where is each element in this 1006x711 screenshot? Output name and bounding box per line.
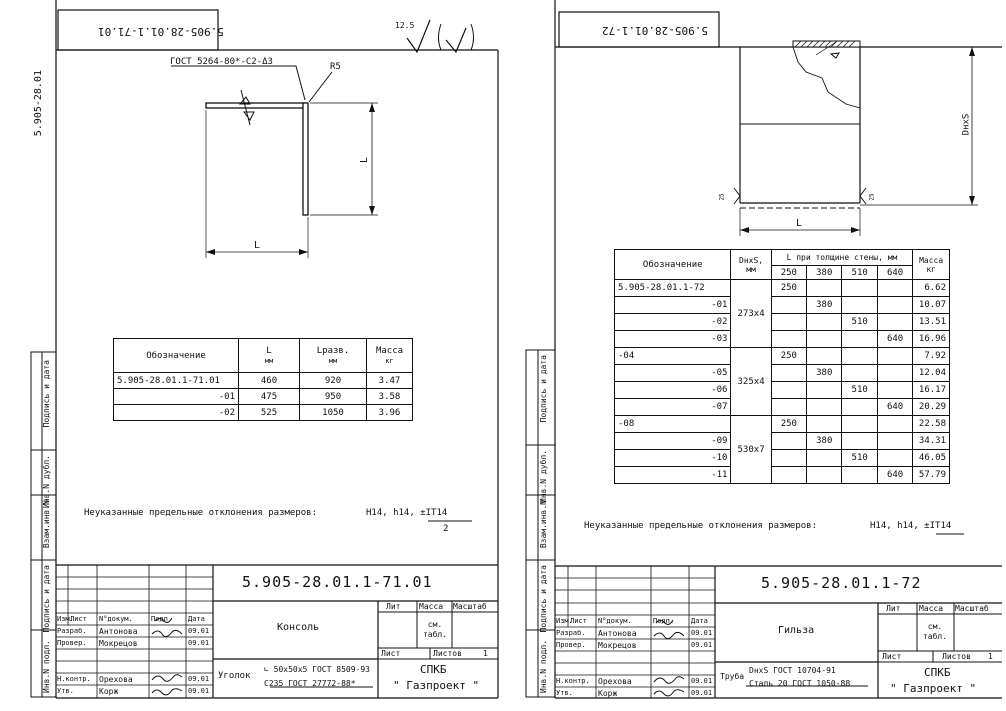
table-row (615, 280, 950, 297)
cell-mass: 20.29 (913, 399, 950, 416)
stamp-material-top: DнхS ГОСТ 10704-91 (749, 666, 836, 675)
table-header-row (114, 339, 413, 373)
cell-wall (842, 331, 877, 348)
stamp-date: 09.01 (188, 639, 210, 647)
stamp-col-list: Лист (70, 615, 87, 623)
table-row (615, 297, 950, 314)
cell-oboz: -09 (615, 433, 731, 450)
stamp-name: Орехова (598, 677, 632, 686)
stamp-material-top: ∟ 50х50х5 ГОСТ 8509-93 (264, 665, 370, 674)
cell-wall (842, 433, 877, 450)
table-row (615, 399, 950, 416)
stamp-code: 5.905-28.01.1-72 (761, 574, 922, 592)
spec-table-left (113, 338, 413, 421)
stamp-sheets: Листов (942, 652, 971, 661)
cell-wall (807, 467, 842, 484)
stamp-col-doc: N°докум. (99, 615, 133, 623)
table-row (114, 405, 413, 421)
cell-oboz: -07 (615, 399, 731, 416)
cell-oboz: -06 (615, 382, 731, 399)
col-header-l: L мм (239, 339, 300, 373)
table-row (615, 450, 950, 467)
cell-wall: 640 (877, 331, 912, 348)
cell-wall: 250 (771, 348, 806, 365)
cell-mass: 46.05 (913, 450, 950, 467)
cell-mass: 16.17 (913, 382, 950, 399)
stamp-col-izm: Изм. (57, 615, 74, 623)
cell-lrazv: 950 (300, 389, 367, 405)
stamp-scale: Масштаб (955, 604, 989, 613)
stamp-mass-value: см. табл. (422, 620, 448, 640)
cell-wall (842, 280, 877, 297)
cell-wall (877, 365, 912, 382)
col-header-l: L при толщине стены, мм (771, 250, 913, 266)
stamp-name: Корж (99, 687, 119, 696)
cell-wall: 640 (877, 467, 912, 484)
stamp-col-podp: Подп. (653, 617, 675, 625)
stamp-org-1: СПКБ (924, 666, 951, 679)
table-row (615, 365, 950, 382)
top-code: 5.905-28.01.1-71.01 (98, 25, 224, 38)
dim-side: DнхS (961, 113, 972, 136)
stamp-role: Разраб. (556, 629, 586, 637)
col-header-wall: 250 (771, 266, 806, 280)
stamp-mass: Масса (919, 604, 944, 613)
cell-wall (842, 348, 877, 365)
stamp-sheets: Листов (433, 649, 462, 658)
cell-wall: 380 (807, 297, 842, 314)
side-label-signature-2: Подпись и дата (539, 355, 548, 423)
cell-dxs-group: 273х4 (731, 280, 771, 348)
roughness-value: 12.5 (395, 21, 415, 30)
cell-mass: 16.96 (913, 331, 950, 348)
cell-wall (807, 331, 842, 348)
stamp-material-bottom: С235 ГОСТ 27772-88* (264, 679, 356, 688)
stamp-sheet: Лист (882, 652, 902, 661)
cell-wall (807, 382, 842, 399)
stamp-date: 09.01 (691, 689, 713, 697)
stamp-col-podp: Подп. (151, 615, 173, 623)
table-row (114, 373, 413, 389)
chamfer-right: 25 (868, 193, 876, 201)
cell-oboz: -02 (114, 405, 239, 421)
cell-mass: 3.96 (367, 405, 413, 421)
table-row (615, 348, 950, 365)
radius-note: R5 (330, 62, 341, 72)
table-row (615, 433, 950, 450)
stamp-mass-value: см. табл. (922, 622, 948, 642)
cell-wall (877, 450, 912, 467)
dim-width: L (254, 240, 261, 251)
table-header-row (615, 250, 950, 266)
cell-dxs-group: 325х4 (731, 348, 771, 416)
stamp-role: Н.контр. (57, 675, 91, 683)
tolerance-values: H14, h14, ±IT14 (366, 508, 448, 518)
cell-wall: 250 (771, 280, 806, 297)
stamp-role: Разраб. (57, 627, 87, 635)
stamp-col-list: Лист (570, 617, 587, 625)
stamp-role: Утв. (556, 689, 573, 697)
cell-wall (807, 399, 842, 416)
cell-mass: 3.47 (367, 373, 413, 389)
cell-oboz: -11 (615, 467, 731, 484)
stamp-material-bottom: Сталь 20 ГОСТ 1050-88 (749, 679, 851, 688)
tolerance-note: Неуказанные предельные отклонения размеров: (84, 508, 317, 518)
cell-wall (771, 399, 806, 416)
cell-wall (877, 382, 912, 399)
stamp-lit: Лит (886, 604, 901, 613)
side-label-signature: Подпись и дата (42, 565, 51, 633)
cell-lrazv: 920 (300, 373, 367, 389)
stamp-lit: Лит (386, 602, 401, 611)
cell-oboz: -03 (615, 331, 731, 348)
stamp-name: Мокрецов (598, 641, 637, 650)
cell-mass: 57.79 (913, 467, 950, 484)
stamp-scale: Масштаб (453, 602, 487, 611)
dim-width: L (796, 218, 803, 229)
cell-mass: 10.07 (913, 297, 950, 314)
cell-wall (807, 450, 842, 467)
table-row (114, 389, 413, 405)
stamp-role: Провер. (57, 639, 87, 647)
cell-wall: 380 (807, 433, 842, 450)
drawing-sheet-right (506, 0, 1006, 711)
col-header-oboz: Обозначение (114, 339, 239, 373)
cell-wall (771, 331, 806, 348)
dim-height: L (359, 156, 371, 164)
stamp-col-doc: N°докум. (598, 617, 632, 625)
side-label-inv-dubl: Инв.N дубл. (42, 455, 51, 508)
cell-wall (877, 314, 912, 331)
stamp-date: 09.01 (188, 675, 210, 683)
chamfer-left: 25 (718, 193, 726, 201)
cell-wall (842, 416, 877, 433)
tolerance-divisor: 2 (443, 524, 449, 534)
cell-lrazv: 1050 (300, 405, 367, 421)
stamp-date: 09.01 (691, 629, 713, 637)
side-label-vzam: Взам.инв.N (539, 500, 548, 549)
table-row (615, 416, 950, 433)
stamp-col-date: Дата (691, 617, 708, 625)
stamp-name: Антонова (598, 629, 637, 638)
cell-wall (842, 297, 877, 314)
cell-wall: 250 (771, 416, 806, 433)
stamp-name: Корж (598, 689, 618, 698)
cell-mass: 34.31 (913, 433, 950, 450)
cell-wall (877, 433, 912, 450)
cell-wall (771, 382, 806, 399)
stamp-role: Провер. (556, 641, 586, 649)
stamp-date: 09.01 (188, 627, 210, 635)
cell-mass: 12.04 (913, 365, 950, 382)
cell-wall (842, 467, 877, 484)
side-code: 5.905-28.01 (33, 70, 44, 137)
col-header-lrazv: Lразв. мм (300, 339, 367, 373)
cell-wall: 380 (807, 365, 842, 382)
cell-wall (877, 416, 912, 433)
cell-oboz: -02 (615, 314, 731, 331)
stamp-org-1: СПКБ (420, 663, 447, 676)
col-header-wall: 380 (807, 266, 842, 280)
cell-wall: 510 (842, 450, 877, 467)
stamp-org-2: " Газпроект " (393, 679, 480, 692)
cell-wall (807, 348, 842, 365)
stamp-mass: Масса (419, 602, 444, 611)
cell-wall (771, 314, 806, 331)
col-header-oboz: Обозначение (615, 250, 731, 280)
cell-wall (771, 467, 806, 484)
cell-wall (771, 365, 806, 382)
side-label-signature: Подпись и дата (539, 565, 548, 633)
stamp-name: Антонова (99, 627, 138, 636)
cell-oboz: -08 (615, 416, 731, 433)
stamp-sheets-value: 1 (483, 649, 488, 658)
side-label-inv-dubl: Инв.N дубл. (539, 450, 548, 503)
stamp-title: Консоль (277, 622, 320, 633)
cell-oboz: -01 (114, 389, 239, 405)
cell-mass: 3.58 (367, 389, 413, 405)
tolerance-values: H14, h14, ±IT14 (870, 521, 952, 531)
stamp-title: Гильза (778, 625, 815, 636)
stamp-org-2: " Газпроект " (890, 682, 977, 695)
side-label-inv-podl: Инв.N подл. (42, 640, 51, 693)
stamp-role: Утв. (57, 687, 74, 695)
cell-dxs-group: 530х7 (731, 416, 771, 484)
table-row (615, 331, 950, 348)
cell-wall: 510 (842, 382, 877, 399)
cell-wall (771, 433, 806, 450)
cell-l: 460 (239, 373, 300, 389)
cell-wall: 640 (877, 399, 912, 416)
cell-wall (842, 365, 877, 382)
side-label-signature-2: Подпись и дата (42, 360, 51, 428)
stamp-sheet: Лист (381, 649, 401, 658)
cell-wall (877, 280, 912, 297)
side-label-vzam: Взам.инв.N (42, 500, 51, 549)
cell-wall (877, 348, 912, 365)
cell-wall (771, 450, 806, 467)
cell-wall (807, 280, 842, 297)
col-header-mass: Масса кг (913, 250, 950, 280)
stamp-date: 09.01 (691, 641, 713, 649)
cell-wall (807, 416, 842, 433)
cell-wall (807, 314, 842, 331)
table-row (615, 314, 950, 331)
cell-wall (771, 297, 806, 314)
cell-mass: 6.62 (913, 280, 950, 297)
col-header-wall: 510 (842, 266, 877, 280)
cell-l: 525 (239, 405, 300, 421)
drawing-sheet-left (0, 0, 500, 711)
col-header-wall: 640 (877, 266, 912, 280)
cell-mass: 13.51 (913, 314, 950, 331)
stamp-role: Н.контр. (556, 677, 590, 685)
stamp-material-label: Труба (720, 672, 745, 681)
cell-wall (842, 399, 877, 416)
cell-oboz: 5.905-28.01.1-72 (615, 280, 731, 297)
cell-oboz: 5.905-28.01.1-71.01 (114, 373, 239, 389)
spec-table-right (614, 249, 950, 484)
stamp-col-date: Дата (188, 615, 205, 623)
stamp-date: 09.01 (188, 687, 210, 695)
stamp-date: 09.01 (691, 677, 713, 685)
cell-l: 475 (239, 389, 300, 405)
table-row (615, 467, 950, 484)
cell-oboz: -01 (615, 297, 731, 314)
stamp-material-label: Уголок (218, 671, 251, 681)
stamp-code: 5.905-28.01.1-71.01 (242, 573, 433, 591)
tolerance-note: Неуказанные предельные отклонения размеров: (584, 521, 817, 531)
cell-oboz: -05 (615, 365, 731, 382)
side-label-inv-podl: Инв.N подл. (539, 640, 548, 693)
table-row (615, 382, 950, 399)
cell-wall: 510 (842, 314, 877, 331)
top-code: 5.905-28.01.1-72 (602, 24, 708, 37)
cell-mass: 7.92 (913, 348, 950, 365)
cell-oboz: -04 (615, 348, 731, 365)
weld-note: ГОСТ 5264-80*-С2-Δ3 (170, 57, 273, 67)
col-header-mass: Масса кг (367, 339, 413, 373)
stamp-name: Орехова (99, 675, 133, 684)
cell-mass: 22.58 (913, 416, 950, 433)
cell-oboz: -10 (615, 450, 731, 467)
stamp-col-izm: Изм. (556, 617, 573, 625)
cell-wall (877, 297, 912, 314)
col-header-dxs: DнхS, мм (731, 250, 771, 280)
stamp-name: Мокрецов (99, 639, 138, 648)
stamp-sheets-value: 1 (988, 652, 993, 661)
